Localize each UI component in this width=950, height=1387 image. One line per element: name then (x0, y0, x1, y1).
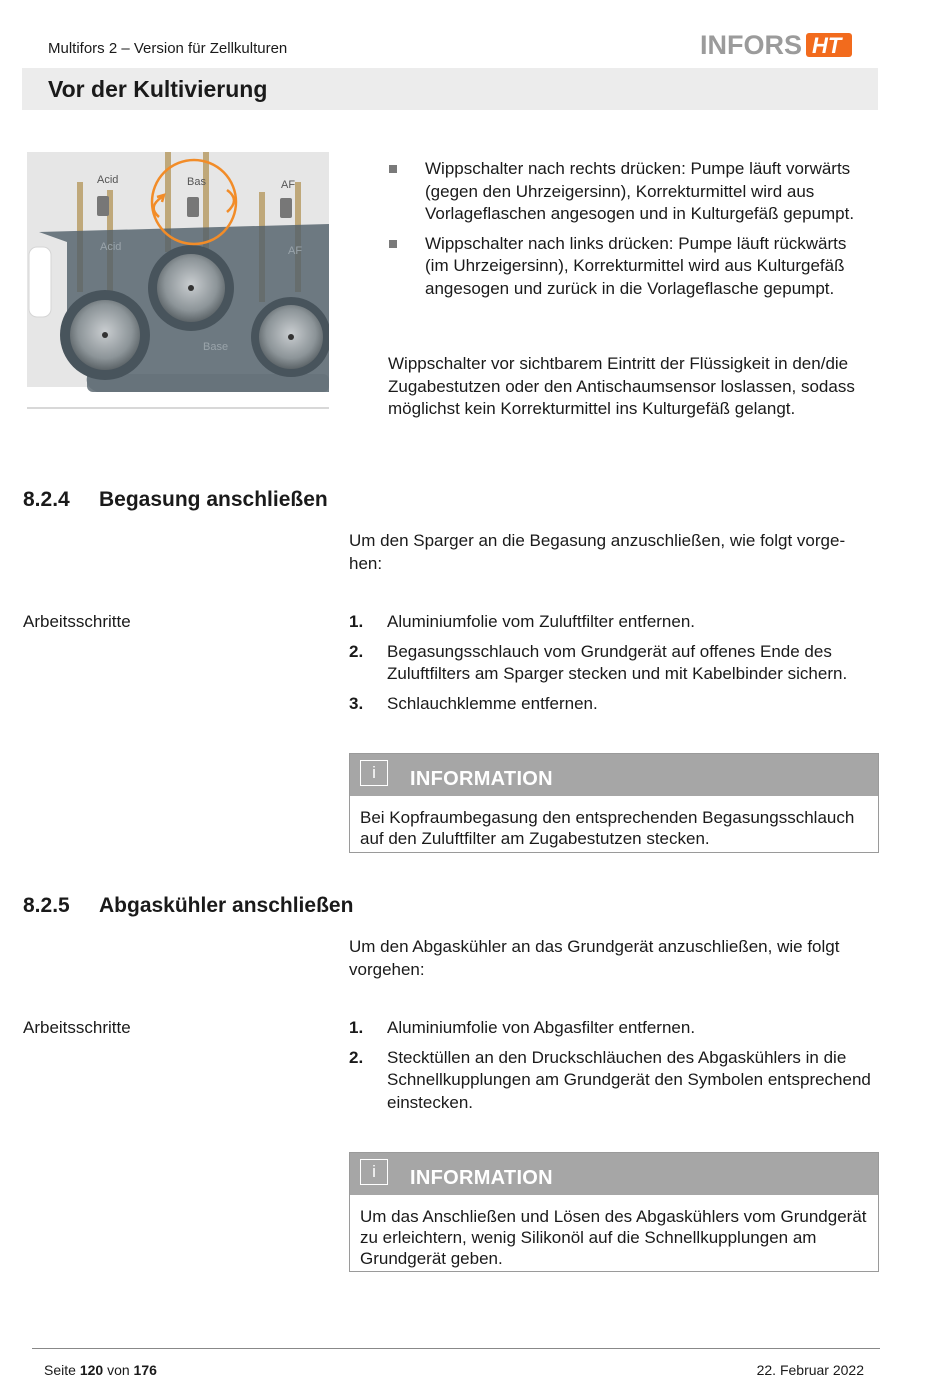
title-bar (22, 68, 878, 110)
information-header (350, 1153, 878, 1195)
svg-text:AF: AF (281, 179, 296, 191)
information-text: Um das Anschließen und Lösen des Abgaskühlers vom Grundgerät zu erleichtern, wenig Silikonöl auf die Schnellkupplungen am Grundgerät geben. (360, 1207, 867, 1268)
side-label: Arbeitsschritte (23, 1018, 131, 1037)
svg-text:AF: AF (288, 245, 303, 257)
infors-ht-logo (700, 28, 860, 62)
step-item: 1. Aluminiumfolie von Abgasfilter entfernen. (349, 1018, 696, 1037)
information-title: INFORMATION (410, 768, 553, 790)
svg-text:HT: HT (812, 33, 842, 58)
information-text: Bei Kopfraumbegasung den entsprechenden Begasungsschlauch auf den Zuluftfilter am Zugabestutzen stecken. (360, 808, 855, 848)
info-icon: i (360, 1159, 388, 1185)
steps-list (349, 611, 879, 722)
bullet-square-icon (389, 165, 397, 173)
section-title: Abgaskühler anschließen (99, 894, 354, 917)
side-label: Arbeitsschritte (23, 612, 131, 631)
note-paragraph: Wippschalter vor sichtbarem Eintritt der Flüssigkeit in den/die Zugabestutzen oder den Antischaumsensor loslassen, sodass möglichst kein Korrekturmittel ins Kulturgefäß gelangt. (388, 354, 855, 418)
step-item: 2. Begasungsschlauch vom Grundgerät auf offenes Ende des Zuluftfilters am Sparger stecken und mit Kabelbinder sichern. (349, 641, 848, 683)
svg-text:Acid: Acid (97, 174, 119, 186)
svg-text:Base: Base (203, 341, 229, 353)
page-title: Vor der Kultivierung (48, 76, 268, 102)
bullet-list (388, 158, 868, 307)
steps-list (349, 1017, 879, 1121)
info-icon: i (360, 760, 388, 786)
page-number: Seite 120 von 176 (44, 1362, 157, 1378)
section-number: 8.2.5 (23, 894, 70, 917)
svg-text:Acid: Acid (100, 241, 122, 253)
document-date: 22. Februar 2022 (756, 1362, 864, 1378)
svg-text:Bas: Bas (187, 176, 206, 188)
document-subtitle: Multifors 2 – Version für Zellkulturen (48, 40, 288, 57)
step-item: 2. Stecktüllen an den Druckschläuchen des Abgaskühlers in die Schnellkupplungen am Grundgerät den Symbolen entsprechend einstecken. (349, 1047, 871, 1112)
information-box (349, 753, 879, 853)
information-title: INFORMATION (410, 1167, 553, 1189)
section-title: Begasung anschließen (99, 488, 328, 511)
section-intro: Um den Sparger an die Begasung anzuschließen, wie folgt vorgehen: (349, 531, 846, 573)
bullet-item: Wippschalter nach rechts drücken: Pumpe läuft vorwärts (gegen den Uhrzeigersinn), Korrekturmittel wird aus Vorlageflaschen angesogen und in Kulturgefäß gepumpt. (388, 158, 868, 226)
pump-module-figure (27, 152, 329, 424)
information-box (349, 1152, 879, 1272)
bullet-item: Wippschalter nach links drücken: Pumpe läuft rückwärts (im Uhrzeigersinn), Korrekturmittel wird aus Kulturgefäß angesogen und zurück in die Vorlageflasche gepumpt. (388, 233, 868, 301)
step-item: 3. Schlauchklemme entfernen. (349, 693, 598, 713)
section-intro: Um den Abgaskühler an das Grundgerät anzuschließen, wie folgt vorgehen: (349, 937, 840, 979)
information-header (350, 754, 878, 796)
footer-divider (32, 1348, 880, 1349)
step-item: 1. Aluminiumfolie vom Zuluftfilter entfernen. (349, 612, 696, 631)
section-number: 8.2.4 (23, 488, 70, 511)
bullet-square-icon (389, 240, 397, 248)
svg-text:INFORS: INFORS (700, 30, 803, 60)
